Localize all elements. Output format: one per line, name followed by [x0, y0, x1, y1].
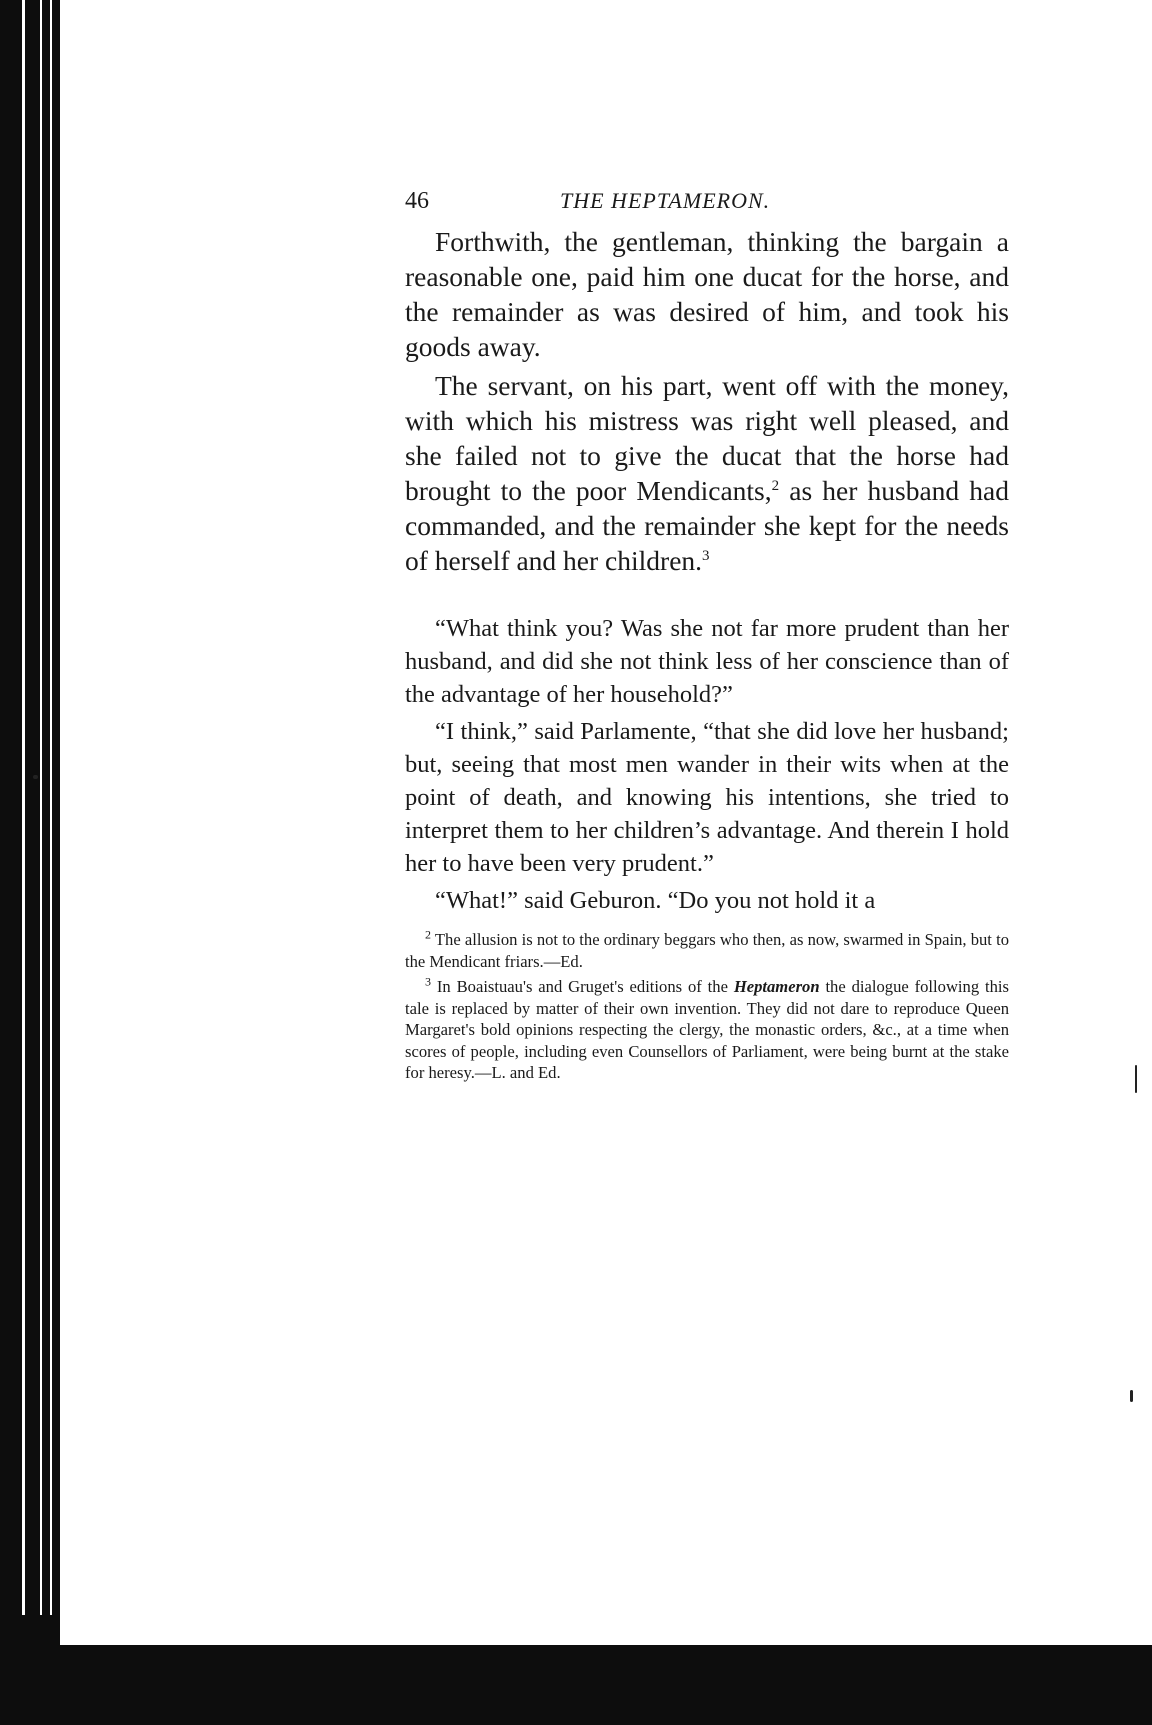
footnote-ref[interactable]: 2	[771, 477, 780, 494]
dialogue-paragraph: “I think,” said Parlamente, “that she did love her husband; but, seeing that most men wander in their wits when at the point of death, and knowing his intentions, she tried to interpret them to her children’s advantage. And therein I hold her to have been very prudent.”	[405, 718, 1009, 877]
dialogue-paragraph: “What think you? Was she not far more prudent than her husband, and did she not think less of her conscience than of the advantage of her household?”	[405, 615, 1009, 708]
footnote-ref[interactable]: 3	[702, 547, 710, 564]
dialogue-paragraph: “What!” said Geburon. “Do you not hold it a	[435, 887, 876, 914]
scan-bottom-edge	[0, 1645, 1152, 1725]
footnote-text: The allusion is not to the ordinary beggars who then, as now, swarmed in Spain, but to the Mendicant friars.—Ed.	[405, 930, 1009, 971]
scan-speck	[1130, 1390, 1133, 1402]
footnote	[405, 976, 1009, 1084]
page-number: 46	[405, 188, 429, 214]
body-paragraph	[405, 368, 1009, 578]
scan-left-edge	[0, 0, 60, 1725]
paragraph-text: as her husband had commanded, and the remainder she kept for the needs of herself and her children.	[405, 475, 1010, 576]
footnote	[405, 929, 1009, 972]
scan-speck	[33, 775, 38, 779]
paragraph-text: The servant, on his part, went off with the money, with which his mistress was right well pleased, and she failed not to give the ducat that the horse had brought to the poor Mendicants,	[405, 370, 1009, 506]
running-head	[405, 180, 1009, 220]
footnote-text: In Boaistuau's and Gruget's editions of the	[436, 977, 734, 996]
section-gap	[405, 582, 1009, 612]
scan-speck	[1135, 1065, 1137, 1093]
footnote-text: the dialogue following this tale is replaced by matter of their own invention. They did not dare to reproduce Queen Margaret's bold opinions respecting the clergy, the monastic orders, &c., at a time when scores of people, including even Counsellors of Parliament, were being burnt at the stake for heresy.—L. and Ed.	[405, 977, 1009, 1082]
body-paragraph: Forthwith, the gentleman, thinking the bargain a reasonable one, paid him one ducat for the horse, and the remainder as was desired of him, and took his goods away.	[405, 226, 1009, 362]
footnotes	[405, 929, 1009, 1084]
running-title: THE HEPTAMERON.	[560, 188, 771, 213]
footnote-italic: Heptameron	[733, 977, 820, 996]
footnote-mark: 3	[425, 974, 431, 989]
footnote-mark: 2	[425, 927, 431, 942]
book-page	[405, 180, 1009, 1088]
